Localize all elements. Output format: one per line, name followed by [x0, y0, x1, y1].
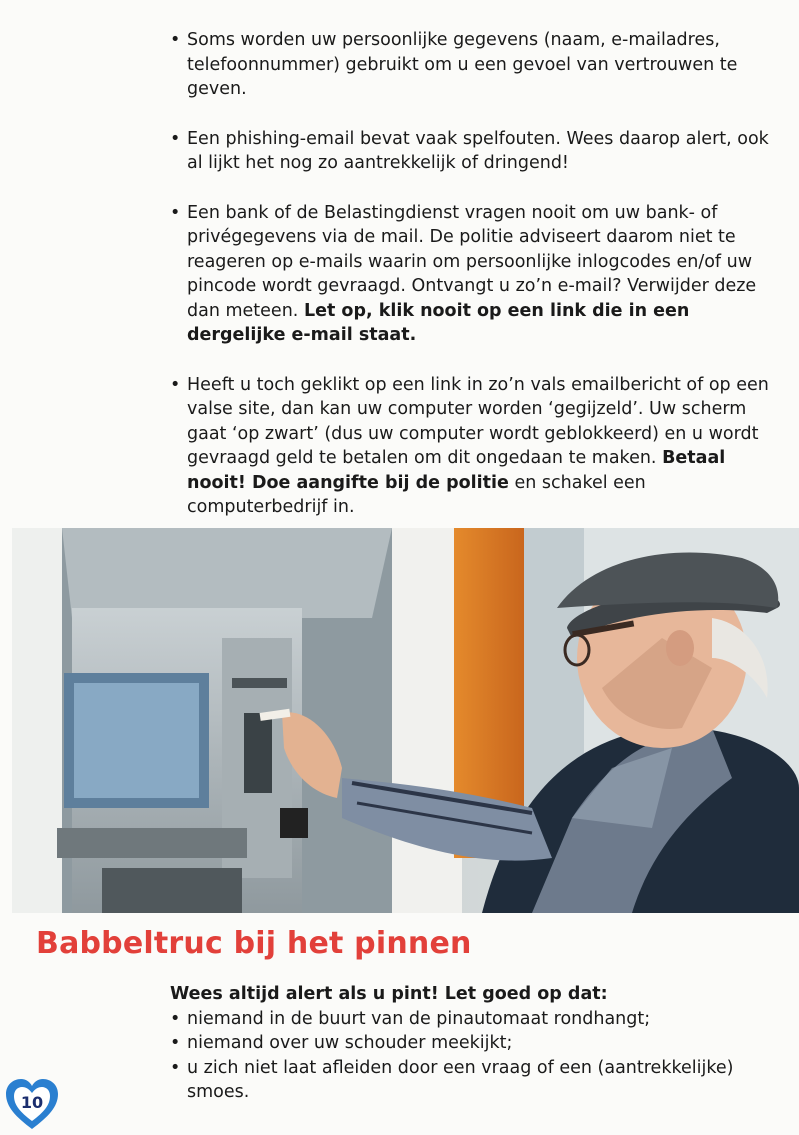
- list-item: [170, 1007, 770, 1032]
- bullet-text: Een phishing-email bevat vaak spelfouten. Wees daarop alert, ook al lijkt het nog zo aantrekkelijk of dringend!: [187, 128, 769, 173]
- bullet-text-after: en schakel een computerbedrijf in.: [187, 472, 646, 517]
- page-number-badge: [4, 1077, 60, 1131]
- tip-text: niemand over uw schouder meekijkt;: [187, 1033, 513, 1053]
- bullet-list: [170, 28, 770, 545]
- atm-photo: [12, 528, 799, 913]
- atm-photo-illustration: [12, 528, 799, 913]
- bullet-dot: •: [170, 1033, 181, 1053]
- section-heading: Babbeltruc bij het pinnen: [36, 926, 472, 961]
- bullet-bold-warning: Betaal nooit! Doe aangifte bij de politie: [187, 448, 726, 493]
- bullet-text: Soms worden uw persoonlijke gegevens (naam, e-mailadres, telefoonnummer) gebruikt om u een gevoel van vertrouwen te geven.: [187, 30, 738, 99]
- list-item: [170, 28, 770, 102]
- tip-text: u zich niet laat afleiden door een vraag of een (aantrekkelijke) smoes.: [187, 1057, 734, 1102]
- bullet-dot: •: [170, 202, 181, 223]
- list-item: [170, 127, 770, 176]
- list-item: [170, 1056, 770, 1105]
- list-item: [170, 373, 770, 520]
- list-item: [170, 201, 770, 348]
- list-item: [170, 1031, 770, 1056]
- bullet-text: Heeft u toch geklikt op een link in zo’n vals emailbericht of op een valse site, dan kan uw computer worden ‘gegijzeld’. Uw scherm gaat ‘op zwart’ (dus uw computer wordt geblokkeerd) en u wordt gevraagd geld te betalen om dit ongedaan te maken.: [187, 374, 769, 468]
- bullet-dot: •: [170, 1008, 181, 1029]
- bullet-bold-warning: Let op, klik nooit op een link die in een dergelijke e-mail staat.: [187, 300, 690, 345]
- tips-lead: Wees altijd alert als u pint! Let goed op dat:: [170, 984, 608, 1004]
- page-number: 10: [20, 1093, 44, 1112]
- bullet-dot: •: [170, 128, 181, 149]
- bullet-dot: •: [170, 1057, 181, 1078]
- tips-section: [170, 982, 770, 1105]
- bullet-dot: •: [170, 374, 181, 395]
- bullet-text: Een bank of de Belastingdienst vragen nooit om uw bank- of privégegevens via de mail. De politie adviseert daarom niet te reageren op e-mails waarin om persoonlijke inlogcodes en/of uw pincode wordt gevraagd. Ontvangt u zo’n e-mail? Verwijder deze dan meteen.: [187, 202, 757, 321]
- tip-text: niemand in de buurt van de pinautomaat rondhangt;: [187, 1008, 651, 1029]
- bullet-dot: •: [170, 30, 181, 50]
